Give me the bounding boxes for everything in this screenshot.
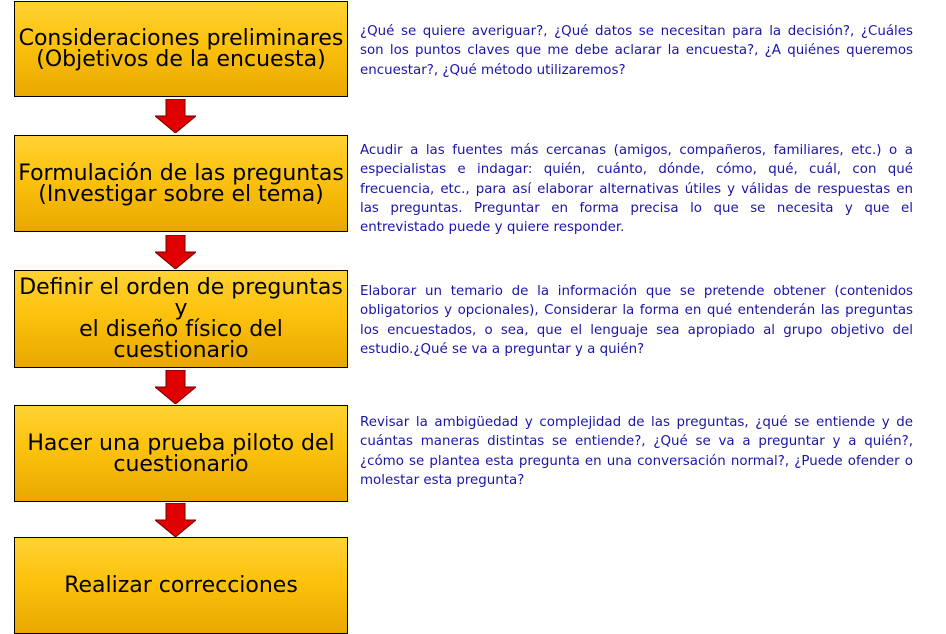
step-title <box>17 277 345 361</box>
step-title-line1: Hacer una prueba piloto del <box>27 430 335 456</box>
step-title-line2: el diseño físico del cuestionario <box>79 317 283 363</box>
step-title-line1: Formulación de las preguntas <box>18 160 344 186</box>
step-description-prueba-piloto: Revisar la ambigüedad y complejidad de las preguntas, ¿qué se entiende y de cuántas maneras distintas se entiende?, ¿Qué se va a preguntar y a quién?, ¿cómo se plantea esta pregunta en una conversación normal?, ¿Puede ofender o molestar esta pregunta? <box>360 415 913 488</box>
step-box-correcciones <box>14 537 348 634</box>
down-arrow-icon <box>155 370 196 404</box>
step-description-orden-diseno: Elaborar un temario de la información que se pretende obtener (contenidos obligatorios y opcionales), Considerar la forma en qué entenderán las preguntas los encuestados, o sea, que el lenguaje sea apropiado al grupo objetivo del estudio.¿Qué se va a preguntar y a quién? <box>360 284 913 357</box>
step-title-line1: Definir el orden de preguntas y <box>19 275 343 321</box>
step-box-orden-diseno <box>14 270 348 368</box>
step-description-consideraciones: ¿Qué se quiere averiguar?, ¿Qué datos se necesitan para la decisión?, ¿Cuáles son los puntos claves que me debe aclarar la encuesta?, ¿A quiénes queremos encuestar?, ¿Qué método utilizaremos? <box>360 24 913 78</box>
step-box-consideraciones <box>14 1 348 97</box>
down-arrow-icon <box>155 503 196 537</box>
step-title <box>64 575 298 596</box>
step-title-line2: cuestionario <box>113 451 249 477</box>
down-arrow-icon <box>155 99 196 133</box>
step-title-line2: (Investigar sobre el tema) <box>38 181 324 207</box>
step-title-line1: Realizar correcciones <box>64 573 298 598</box>
step-title-line2: (Objetivos de la encuesta) <box>36 47 326 72</box>
step-description-formulacion: Acudir a las fuentes más cercanas (amigos, compañeros, familiares, etc.) o a especialistas e indagar: quién, cuánto, dónde, cómo, qué, cuál, con qué frecuencia, etc., para así elaborar alternativas útiles y válidas de respuestas en las preguntas. Preguntar en forma precisa lo que se necesita y que el entrevistado puede y quiere responder. <box>360 143 913 236</box>
step-box-formulacion <box>14 135 348 232</box>
step-title <box>19 28 344 70</box>
step-title <box>18 160 344 207</box>
step-box-prueba-piloto <box>14 405 348 502</box>
down-arrow-icon <box>155 235 196 269</box>
step-title-line1: Consideraciones preliminares <box>18 26 344 51</box>
step-title <box>27 430 335 477</box>
